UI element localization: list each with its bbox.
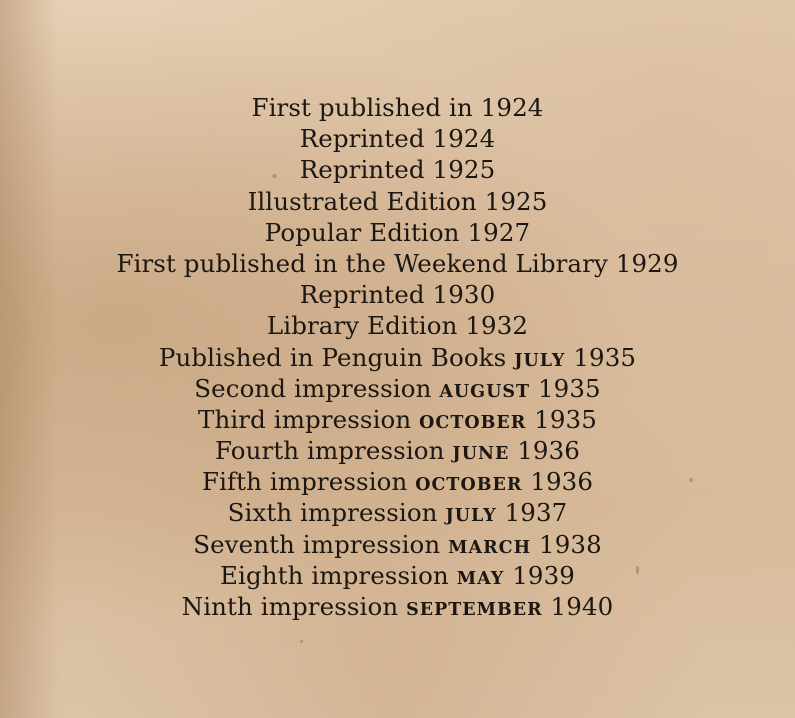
imprint-year: 1936 [530,467,594,497]
imprint-line [0,466,795,497]
imprint-text: Seventh impression [193,529,441,559]
imprint-line [0,497,795,528]
paper-speck [300,640,303,643]
imprint-year: 1935 [573,342,637,372]
imprint-text: Reprinted 1925 [299,155,496,185]
imprint-text: Popular Edition 1927 [264,217,531,247]
imprint-line [0,186,795,217]
imprint-text: Sixth impression [227,498,438,528]
imprint-year: 1937 [504,498,568,528]
imprint-text: Eighth impression [220,560,449,590]
imprint-text: Published in Penguin Books [158,342,507,372]
imprint-text: Library Edition 1932 [266,311,529,341]
imprint-text: Reprinted 1924 [299,124,496,154]
imprint-text: Ninth impression [181,592,399,621]
imprint-line [0,310,795,341]
imprint-line [0,435,795,466]
imprint-month: OCTOBER [419,412,527,433]
imprint-line [0,248,795,279]
imprint-month: MARCH [448,537,532,558]
imprint-month: JULY [514,350,566,371]
imprint-line [0,123,795,154]
imprint-month: OCTOBER [415,475,523,496]
imprint-line [0,560,795,591]
imprint-year: 1935 [534,404,597,434]
imprint-text: Second impression [194,373,432,403]
imprint-text: First published in the Weekend Library 1929 [116,248,679,278]
imprint-line [0,92,795,123]
imprint-year: 1935 [537,373,601,403]
imprint-line [0,217,795,248]
imprint-line [0,404,795,435]
imprint-line [0,279,795,310]
imprint-line [0,342,795,373]
imprint-year: 1939 [512,560,575,590]
imprint-line [0,591,795,622]
imprint-year: 1936 [517,436,580,466]
imprint-month: JUNE [452,444,510,465]
imprint-month: SEPTEMBER [406,600,543,620]
imprint-text: Illustrated Edition 1925 [247,186,548,216]
imprint-text: First published in 1924 [251,93,544,122]
imprint-month: AUGUST [439,381,531,402]
imprint-text: Fifth impression [201,467,408,497]
printing-history [0,92,795,622]
imprint-line [0,529,795,560]
imprint-text: Third impression [198,404,412,434]
imprint-line [0,154,795,185]
imprint-month: JULY [445,506,497,527]
imprint-month: MAY [456,568,505,589]
imprint-text: Fourth impression [215,436,445,466]
imprint-year: 1938 [539,529,602,559]
imprint-text: Reprinted 1930 [299,280,496,310]
imprint-year: 1940 [550,592,614,621]
imprint-line [0,373,795,404]
